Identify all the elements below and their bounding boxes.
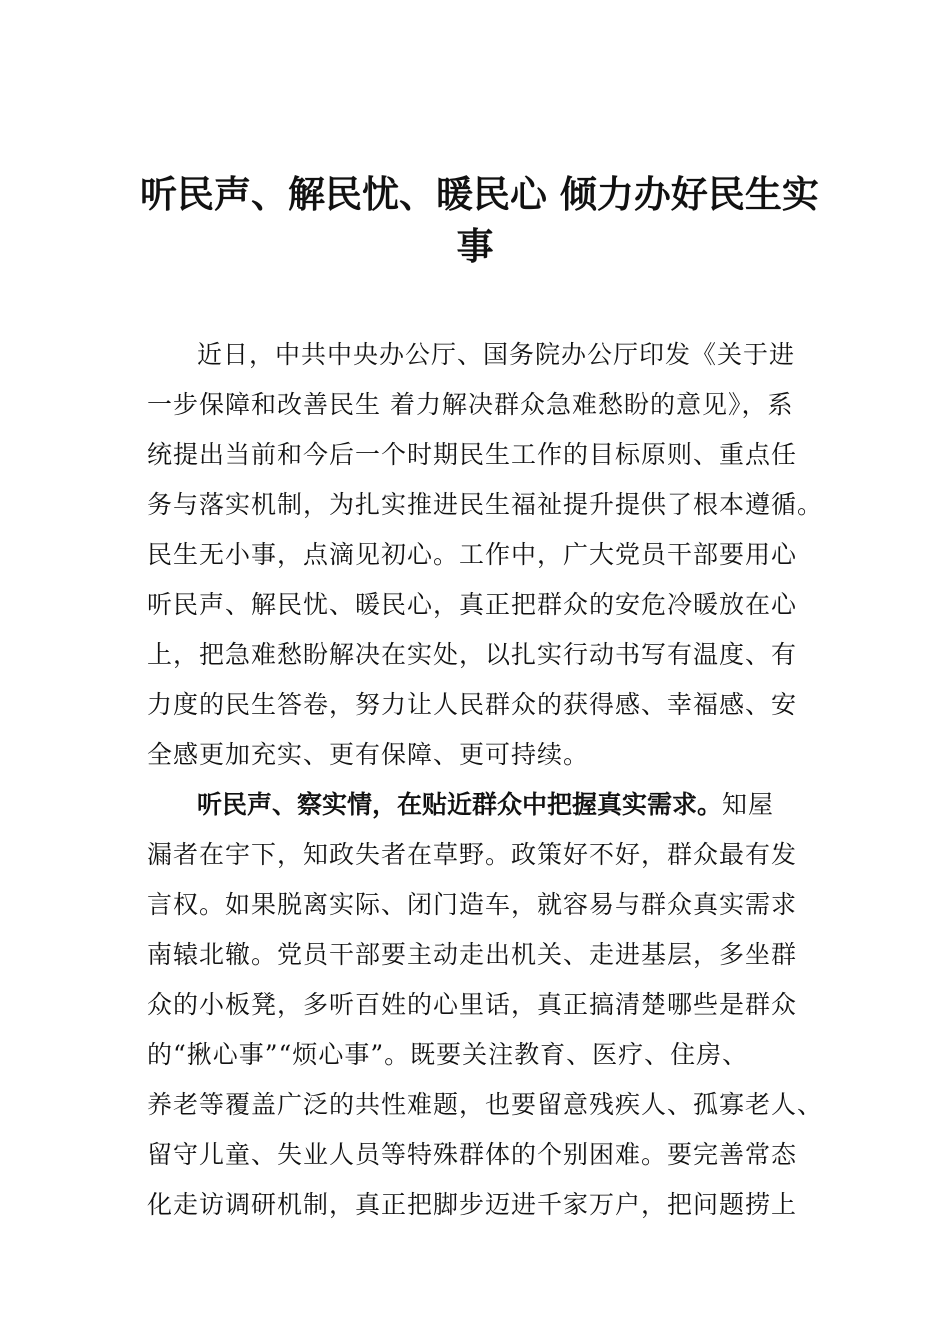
text-line: 的“揪心事”“烦心事”。既要关注教育、医疗、住房、 xyxy=(147,1040,749,1069)
text-line: 务与落实机制，为扎实推进民生福祉提升提供了根本遵循。 xyxy=(147,490,824,519)
paragraph-2 xyxy=(147,780,824,1230)
text-line: 统提出当前和今后一个时期民生工作的目标原则、重点任 xyxy=(147,440,798,469)
text-line: 上，把急难愁盼解决在实处，以扎实行动书写有温度、有 xyxy=(147,640,798,669)
text-line: 化走访调研机制，真正把脚步迈进千家万户，把问题捞上 xyxy=(147,1190,798,1219)
text-line: 留守儿童、失业人员等特殊群体的个别困难。要完善常态 xyxy=(147,1140,798,1169)
text-line: 南辕北辙。党员干部要主动走出机关、走进基层，多坐群 xyxy=(147,940,798,969)
title-line-2: 事 xyxy=(456,224,494,268)
text-line: 听民声、解民忧、暖民心，真正把群众的安危冷暖放在心 xyxy=(147,590,798,619)
text-line: 言权。如果脱离实际、闭门造车，就容易与群众真实需求 xyxy=(147,890,798,919)
paragraph-1 xyxy=(147,330,824,780)
text-line: 民生无小事，点滴见初心。工作中，广大党员干部要用心 xyxy=(147,540,798,569)
text-line: 力度的民生答卷，努力让人民群众的获得感、幸福感、安 xyxy=(147,690,798,719)
text-line: 众的小板凳，多听百姓的心里话，真正搞清楚哪些是群众 xyxy=(147,990,798,1019)
text-line-lead xyxy=(147,780,807,830)
lead-continuation: 知屋 xyxy=(722,790,775,819)
section-heading-bold: 听民声、察实情，在贴近群众中把握真实需求。 xyxy=(197,790,723,819)
text-line: 全感更加充实、更有保障、更可持续。 xyxy=(147,740,590,769)
document-title xyxy=(140,168,819,272)
title-line-1: 听民声、解民忧、暖民心 倾力办好民生实 xyxy=(140,172,819,216)
document-body xyxy=(147,330,824,1230)
text-line: 近日，中共中央办公厅、国务院办公厅印发《关于进 xyxy=(197,340,796,369)
text-line: 漏者在宇下，知政失者在草野。政策好不好，群众最有发 xyxy=(147,840,798,869)
text-line: 养老等覆盖广泛的共性难题，也要留意残疾人、孤寡老人、 xyxy=(147,1090,824,1119)
text-line: 一步保障和改善民生 着力解决群众急难愁盼的意见》，系 xyxy=(147,390,794,419)
